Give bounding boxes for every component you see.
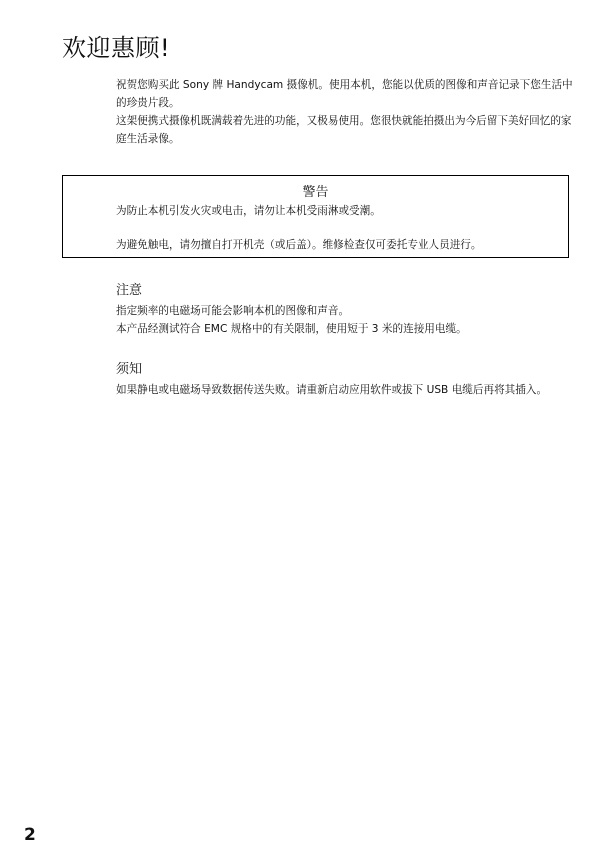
notice-section (116, 279, 586, 338)
page-title: 欢迎惠顾! (62, 34, 171, 62)
notice-line: 指定频率的电磁场可能会影响本机的图像和声音。 (116, 305, 350, 317)
info-section (116, 358, 586, 399)
warning-box (62, 175, 569, 258)
notice-heading: 注意 (116, 283, 143, 298)
warning-line: 为防止本机引发火灾或电击，请勿让本机受雨淋或受潮。 (116, 205, 381, 217)
warning-title: 警告 (302, 185, 329, 200)
warning-line: 为避免触电，请勿擅自打开机壳（或后盖）。维修检查仅可委托专业人员进行。 (116, 239, 482, 251)
intro-paragraph: 这架便携式摄像机既满载着先进的功能，又极易使用。您很快就能拍摄出为今后留下美好回忆的家庭生活录像。 (116, 115, 572, 145)
info-heading: 须知 (116, 362, 143, 377)
intro-paragraph: 祝贺您购买此 Sony 牌 Handycam 摄像机。使用本机，您能以优质的图像和声音记录下您生活中的珍贵片段。 (116, 79, 573, 109)
notice-line: 本产品经测试符合 EMC 规格中的有关限制，使用短于 3 米的连接用电缆。 (116, 323, 467, 335)
intro-section (116, 76, 576, 148)
page-number: 2 (24, 825, 36, 845)
info-line: 如果静电或电磁场导致数据传送失败。请重新启动应用软件或拔下 USB 电缆后再将其插入。 (116, 384, 548, 396)
